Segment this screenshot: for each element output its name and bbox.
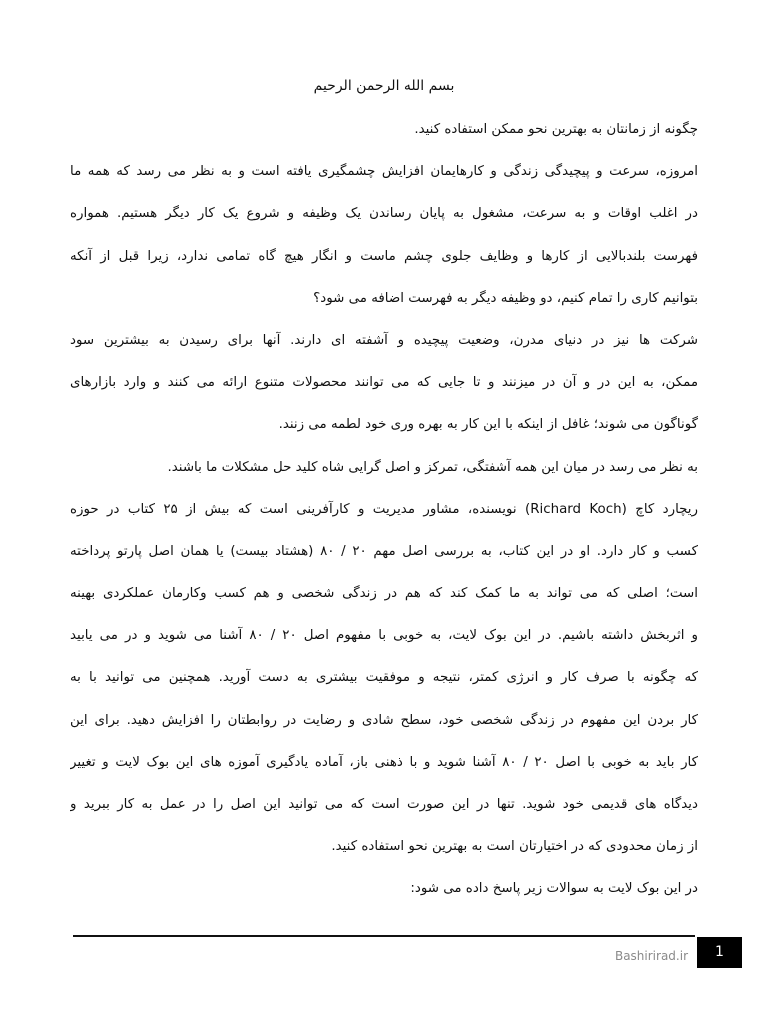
text-line: امروزه، سرعت و پیچیدگی زندگی و کارهایمان افزایش چشمگیری یافته است و به نظر می رسد که همه ما — [70, 164, 698, 180]
text-line: در اغلب اوقات و به سرعت، مشغول به پایان رساندن یک وظیفه و شروع یک کار دیگر هستیم. همواره — [70, 206, 698, 222]
text-line: کار باید به خوبی با اصل ۲۰ / ۸۰ آشنا شوید و با ذهنی باز، آماده یادگیری آموزه های این بوک لایت و تغییر — [70, 754, 698, 770]
text-line: ممکن، به این در و آن در میزنند و تا جایی که می توانند محصولات متنوع ارائه می کنند و وارد بازارهای — [70, 375, 698, 391]
text-line: کار بردن این مفهوم در زندگی شخصی خود، سطح شادی و رضایت در روابطتان را افزایش دهید. برای این — [70, 712, 698, 728]
text-line: در این بوک لایت به سوالات زیر پاسخ داده می شود: — [410, 881, 698, 897]
page-number: 1 — [697, 937, 742, 968]
text-line: فهرست بلندبالایی از کارها و وظایف جلوی چشم ماست و انگار هیچ گاه تمامی ندارد، زیرا قبل از آنکه — [70, 248, 698, 264]
footer-divider — [73, 935, 695, 937]
text-line: به نظر می رسد در میان این همه آشفتگی، تمرکز و اصل گرایی شاه کلید حل مشکلات ما باشند. — [167, 459, 698, 475]
text-line: چگونه از زمانتان به بهترین نحو ممکن استفاده کنید. — [414, 122, 698, 137]
text-line: از زمان محدودی که در اختیارتان است به بهترین نحو استفاده کنید. — [331, 839, 698, 855]
text-line: کسب و کار دارد. او در این کتاب، به بررسی اصل مهم ۲۰ / ۸۰ (هشتاد بیست) یا همان اصل پارتو پرداخته — [70, 543, 698, 559]
text-line: ریچارد کاچ (Richard Koch) نویسنده، مشاور مدیریت و کارآفرینی است که بیش از ۲۵ کتاب در حوزه — [70, 501, 698, 517]
text-line: دیدگاه های قدیمی خود شوید. تنها در این صورت است که می توانید این اصل را در عمل به کار ببرید و — [70, 797, 698, 812]
basmala-heading: بسم الله الرحمن الرحیم — [313, 78, 455, 94]
text-line: شرکت ها نیز در دنیای مدرن، وضعیت پیچیده و آشفته ای دارند. آنها برای رسیدن به بیشترین سود — [70, 332, 698, 348]
text-line: گوناگون می شوند؛ غافل از اینکه با این کار به بهره وری خود لطمه می زنند. — [278, 417, 698, 433]
text-line: است؛ اصلی که می تواند به ما کمک کند که هم در زندگی شخصی و هم کسب وکارمان عملکردی بهینه — [70, 586, 698, 602]
text-line: و اثربخش داشته باشیم. در این بوک لایت، به خوبی با مفهوم اصل ۲۰ / ۸۰ آشنا می شوید و در می یابید — [70, 628, 698, 644]
text-line: بتوانیم کاری را تمام کنیم، دو وظیفه دیگر به فهرست اضافه می شود؟ — [313, 290, 698, 306]
text-line: که چگونه با صرف کار و انرژی کمتر، نتیجه و موفقیت بیشتری به دست آورید. همچنین می توانید با به — [70, 670, 698, 686]
body-text — [70, 116, 698, 918]
footer-website: Bashirirad.ir — [614, 949, 688, 963]
